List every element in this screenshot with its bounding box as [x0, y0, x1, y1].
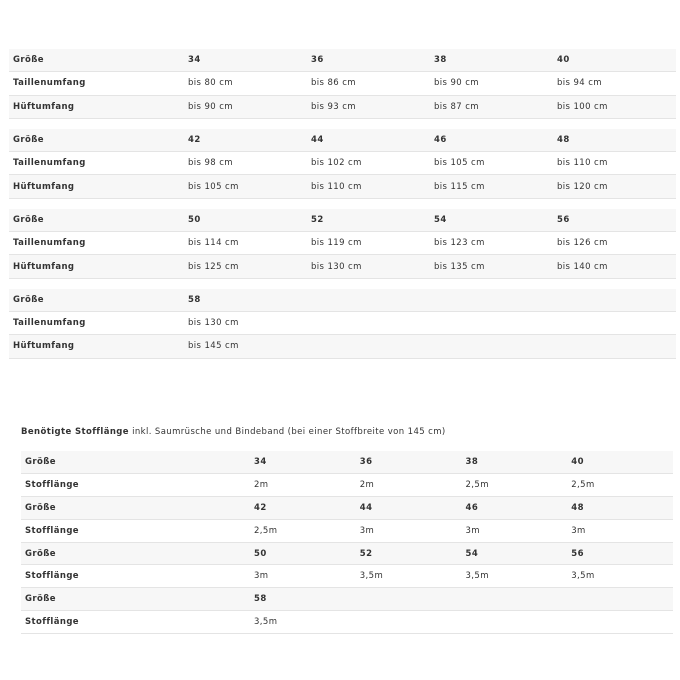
waist-row [9, 311, 676, 334]
hip-value: bis 105 cm [184, 175, 307, 198]
table-row [21, 473, 673, 496]
hip-value: bis 135 cm [430, 255, 553, 278]
cell: 3m [462, 519, 568, 542]
fabric-heading [21, 427, 446, 437]
size-value: 44 [307, 129, 430, 152]
cell: 48 [567, 496, 673, 519]
waist-value [430, 311, 553, 334]
waist-value: bis 90 cm [430, 72, 553, 95]
cell: 2,5m [250, 519, 356, 542]
size-value: 56 [553, 209, 676, 232]
hip-row [9, 335, 676, 358]
table-row [21, 542, 673, 565]
cell: 3,5m [250, 611, 356, 634]
cell: 34 [250, 451, 356, 473]
size-row [9, 209, 676, 232]
row-label: Stofflänge [21, 473, 250, 496]
cell [462, 588, 568, 611]
size-row [9, 289, 676, 312]
waist-row [9, 72, 676, 95]
hip-value: bis 145 cm [184, 335, 307, 358]
size-value: 52 [307, 209, 430, 232]
hip-label: Hüftumfang [9, 175, 184, 198]
hip-value [307, 335, 430, 358]
hip-value: bis 120 cm [553, 175, 676, 198]
waist-value: bis 130 cm [184, 311, 307, 334]
waist-label: Taillenumfang [9, 232, 184, 255]
cell [356, 588, 462, 611]
size-row [9, 49, 676, 72]
size-value: 36 [307, 49, 430, 72]
hip-value [430, 335, 553, 358]
cell: 2m [250, 473, 356, 496]
cell: 2,5m [567, 473, 673, 496]
row-label: Größe [21, 451, 250, 473]
waist-value: bis 94 cm [553, 72, 676, 95]
hip-value: bis 93 cm [307, 95, 430, 118]
size-table-1 [9, 49, 676, 119]
cell: 50 [250, 542, 356, 565]
waist-row [9, 232, 676, 255]
size-row [9, 129, 676, 152]
fabric-heading-note: inkl. Saumrüsche und Bindeband (bei einer Stoffbreite von 145 cm) [128, 427, 446, 437]
cell: 58 [250, 588, 356, 611]
size-value: 48 [553, 129, 676, 152]
size-value: 38 [430, 49, 553, 72]
size-table-4 [9, 289, 676, 359]
waist-value: bis 80 cm [184, 72, 307, 95]
waist-value: bis 126 cm [553, 232, 676, 255]
table-row [21, 519, 673, 542]
cell [567, 588, 673, 611]
waist-value [553, 311, 676, 334]
hip-label: Hüftumfang [9, 255, 184, 278]
size-chart [9, 49, 676, 369]
table-row [21, 496, 673, 519]
size-label: Größe [9, 49, 184, 72]
table-row [21, 588, 673, 611]
hip-value: bis 130 cm [307, 255, 430, 278]
hip-value: bis 87 cm [430, 95, 553, 118]
table-row [21, 611, 673, 634]
hip-value: bis 115 cm [430, 175, 553, 198]
size-value: 40 [553, 49, 676, 72]
row-label: Größe [21, 542, 250, 565]
table-row [21, 565, 673, 588]
cell: 3,5m [356, 565, 462, 588]
cell: 3,5m [567, 565, 673, 588]
row-label: Größe [21, 588, 250, 611]
waist-label: Taillenumfang [9, 311, 184, 334]
cell: 54 [462, 542, 568, 565]
cell: 40 [567, 451, 673, 473]
size-table-3 [9, 209, 676, 279]
size-value [430, 289, 553, 312]
hip-row [9, 175, 676, 198]
size-label: Größe [9, 209, 184, 232]
cell [567, 611, 673, 634]
cell: 46 [462, 496, 568, 519]
cell: 36 [356, 451, 462, 473]
hip-label: Hüftumfang [9, 335, 184, 358]
waist-value: bis 114 cm [184, 232, 307, 255]
waist-label: Taillenumfang [9, 72, 184, 95]
waist-value: bis 105 cm [430, 152, 553, 175]
cell: 38 [462, 451, 568, 473]
hip-value [553, 335, 676, 358]
row-label: Stofflänge [21, 519, 250, 542]
row-label: Stofflänge [21, 565, 250, 588]
size-value [307, 289, 430, 312]
cell: 2m [356, 473, 462, 496]
hip-label: Hüftumfang [9, 95, 184, 118]
size-value: 46 [430, 129, 553, 152]
size-value: 58 [184, 289, 307, 312]
size-value: 50 [184, 209, 307, 232]
cell: 3m [356, 519, 462, 542]
size-value [553, 289, 676, 312]
fabric-heading-bold: Benötigte Stofflänge [21, 427, 129, 437]
cell [356, 611, 462, 634]
size-value: 42 [184, 129, 307, 152]
hip-value: bis 125 cm [184, 255, 307, 278]
hip-value: bis 90 cm [184, 95, 307, 118]
waist-value: bis 110 cm [553, 152, 676, 175]
cell: 3m [567, 519, 673, 542]
waist-value: bis 86 cm [307, 72, 430, 95]
hip-row [9, 255, 676, 278]
hip-row [9, 95, 676, 118]
waist-value: bis 123 cm [430, 232, 553, 255]
size-label: Größe [9, 289, 184, 312]
waist-value: bis 98 cm [184, 152, 307, 175]
waist-value: bis 119 cm [307, 232, 430, 255]
row-label: Größe [21, 496, 250, 519]
waist-label: Taillenumfang [9, 152, 184, 175]
cell: 52 [356, 542, 462, 565]
waist-value [307, 311, 430, 334]
table-row [21, 451, 673, 473]
fabric-table [21, 451, 673, 634]
size-value: 54 [430, 209, 553, 232]
cell: 56 [567, 542, 673, 565]
cell: 42 [250, 496, 356, 519]
hip-value: bis 100 cm [553, 95, 676, 118]
hip-value: bis 140 cm [553, 255, 676, 278]
cell: 2,5m [462, 473, 568, 496]
waist-row [9, 152, 676, 175]
size-label: Größe [9, 129, 184, 152]
hip-value: bis 110 cm [307, 175, 430, 198]
size-value: 34 [184, 49, 307, 72]
size-table-2 [9, 129, 676, 199]
cell: 44 [356, 496, 462, 519]
row-label: Stofflänge [21, 611, 250, 634]
cell: 3,5m [462, 565, 568, 588]
cell: 3m [250, 565, 356, 588]
waist-value: bis 102 cm [307, 152, 430, 175]
cell [462, 611, 568, 634]
